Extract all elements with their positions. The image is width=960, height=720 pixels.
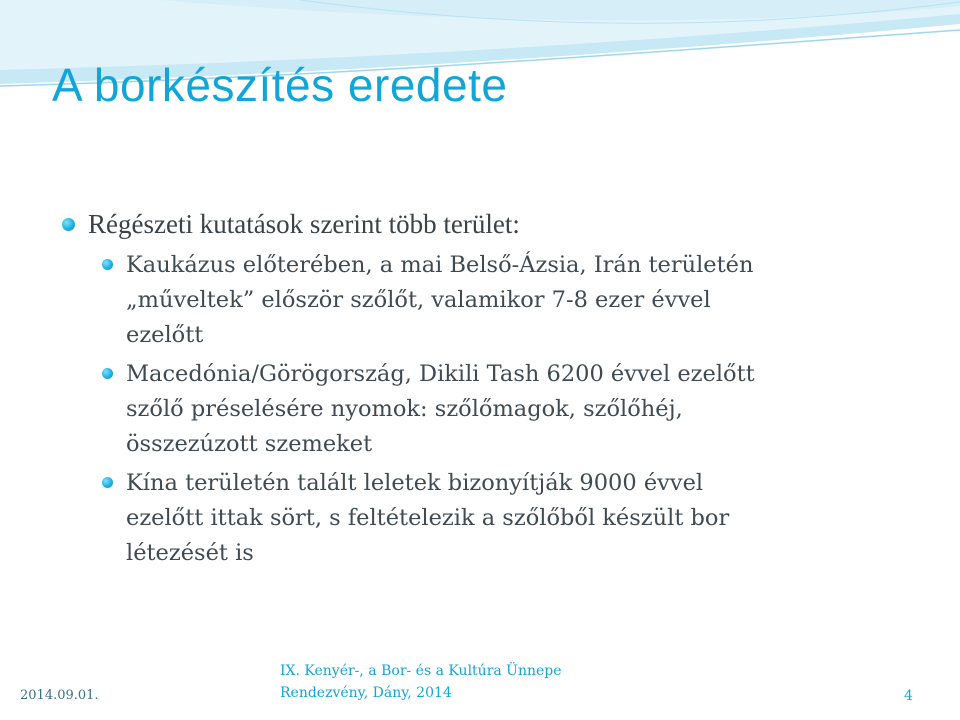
slide-title: A borkészítés eredete xyxy=(52,59,508,111)
footer-event xyxy=(280,660,562,704)
bullet-line: Kína területén talált leletek bizonyítják 9000 évvel xyxy=(126,470,704,496)
bullet-line: összezúzott szemeket xyxy=(126,431,373,457)
bullet-line: létezését is xyxy=(126,540,254,566)
bullet-line: Macedónia/Görögország, Dikili Tash 6200 évvel ezelőtt xyxy=(126,361,755,387)
footer-event-line2: Rendezvény, Dány, 2014 xyxy=(280,685,452,701)
slide-content xyxy=(62,206,922,575)
footer-event-line1: IX. Kenyér-, a Bor- és a Kultúra Ünnepe xyxy=(280,663,562,679)
bullet-line: ezelőtt ittak sört, s feltételezik a szőlőből készült bor xyxy=(126,505,730,531)
level1-text: Régészeti kutatások szerint több terület: xyxy=(88,209,520,239)
bullet-line: Kaukázus előterében, a mai Belső-Ázsia, Irán területén xyxy=(126,252,754,278)
footer-date: 2014.09.01. xyxy=(20,688,99,703)
list-item xyxy=(62,248,922,353)
bullet-line: szőlő préselésére nyomok: szőlőmagok, szőlőhéj, xyxy=(126,396,683,422)
bullet-icon xyxy=(102,259,113,270)
bullet-line: „műveltek” először szőlőt, valamikor 7-8 ezer évvel xyxy=(126,287,711,313)
list-item xyxy=(62,466,922,571)
list-item xyxy=(62,357,922,462)
bullet-icon xyxy=(62,218,75,231)
bullet-icon xyxy=(102,477,113,488)
bullet-line: ezelőtt xyxy=(126,322,204,348)
level1-item xyxy=(62,206,922,242)
bullet-icon xyxy=(102,368,113,379)
page-number: 4 xyxy=(904,688,913,704)
